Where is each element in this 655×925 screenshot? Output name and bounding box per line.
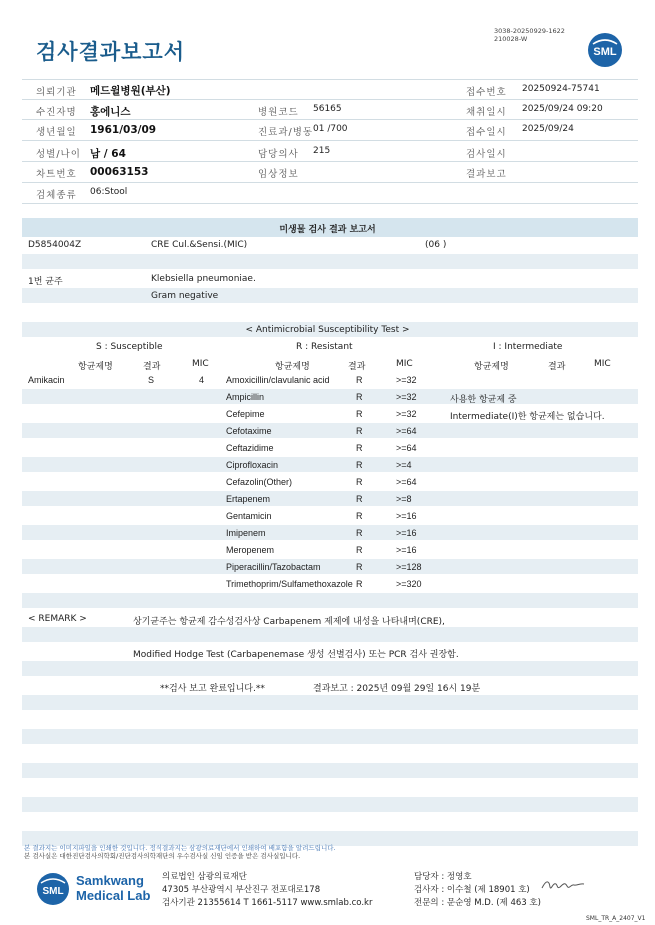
receipt-date-value: 2025/09/24 [522,124,574,134]
document-ref-number: 3038-20250929-1622 [494,27,565,35]
col-header-drug: 항균제명 [78,362,113,372]
ast-result: R [356,562,363,572]
row-band [22,593,638,608]
ast-mic: >=320 [396,579,422,589]
row-band [22,457,638,472]
samkwang-logo-name1: Samkwang [76,873,144,888]
row-band [22,797,638,812]
isolate-label: 1번 균주 [28,277,63,287]
chart-no-label: 차트번호 [36,169,77,180]
ast-mic: >=64 [396,426,417,436]
footer-manager: 담당자 : 정영호 [414,872,472,882]
report-date-label: 결과보고 [466,169,507,180]
samkwang-logo-abbr: SML [42,886,64,897]
institution-value: 메드윌병원(부산) [90,85,171,97]
ast-mic: >=64 [396,443,417,453]
footer-specialist: 전문의 : 문순영 M.D. (제 463 호) [414,898,541,908]
col-header-mic: MIC [192,359,209,369]
ast-result: R [356,494,363,504]
ast-drug: Cefepime [226,409,265,419]
sex-age-label: 성별/나이 [36,149,81,160]
ast-mic: >=32 [396,375,417,385]
ast-drug: Amikacin [28,375,65,385]
test-date-label: 검사일시 [466,149,507,160]
divider [22,140,638,141]
row-band [22,763,638,778]
row-band [22,525,638,540]
test-code: D5854004Z [28,240,82,250]
ast-mic: >=128 [396,562,422,572]
ast-result: S [148,375,155,385]
ast-result: R [356,511,363,521]
ast-drug: Amoxicillin/clavulanic acid [226,375,330,385]
ast-result: R [356,460,363,470]
col-header-mic: MIC [594,359,611,369]
col-header-result: 결과 [548,362,566,372]
ast-result: R [356,528,363,538]
sex-age-value: 남 / 64 [90,148,126,160]
row-band [22,254,638,269]
remark-line: Modified Hodge Test (Carbapenemase 생성 선별검사) 또는 PCR 검사 권장함. [133,650,459,660]
remark-label: < REMARK > [28,614,87,624]
sml-logo-icon [587,32,623,68]
notice-print: 본 결과지는 이미지파일을 인쇄한 것입니다. 정식결과지는 삼광의료재단에서 인쇄하여 배포함을 알려드립니다. [24,844,336,852]
remark-line: 상기균주는 항균제 감수성검사상 Carbapenem 제제에 내성을 나타내며(CRE), [133,617,445,627]
hospital-code-label: 병원코드 [258,107,299,118]
col-header-drug: 항균제명 [474,362,509,372]
ast-drug: Ertapenem [226,494,271,504]
ast-drug: Cefazolin(Other) [226,477,293,487]
row-band [22,661,638,676]
ast-result: R [356,426,363,436]
dept-label: 진료과/병동 [258,127,314,138]
dept-value: 01 /700 [313,124,348,134]
intermediate-note: Intermediate(I)한 항균제는 없습니다. [450,412,605,422]
samkwang-logo-icon [36,872,70,906]
row-band [22,729,638,744]
report-complete: **검사 보고 완료입니다.** [160,684,265,694]
ast-drug: Piperacillin/Tazobactam [226,562,321,572]
ast-mic: 4 [199,375,205,385]
collect-date-label: 채취일시 [466,107,507,118]
col-header-result: 결과 [143,362,161,372]
name-value: 홍에니스 [90,106,131,118]
test-name: CRE Cul.&Sensi.(MIC) [151,240,248,250]
row-band [22,288,638,303]
footer-address: 47305 부산광역시 부산진구 전포대로178 [162,885,321,895]
organism-name: Klebsiella pneumoniae. [151,274,256,284]
divider [22,79,638,80]
divider [22,119,638,120]
footer-contact: 검사기관 21355614 T 1661-5117 www.smlab.co.kr [162,898,373,908]
receipt-no-label: 접수번호 [466,87,507,98]
col-header-result: 결과 [348,362,366,372]
footer-org: 의료법인 삼광의료재단 [162,872,247,882]
ast-mic: >=8 [396,494,412,504]
ast-drug: Meropenem [226,545,275,555]
name-label: 수진자명 [36,107,77,118]
hospital-code-value: 56165 [313,104,342,114]
row-band [22,559,638,574]
form-code: SML_TR_A_2407_V1 [586,915,646,922]
section-title: 미생물 검사 결과 보고서 [279,225,376,235]
ast-result: R [356,579,363,589]
doctor-value: 215 [313,146,331,156]
row-band [22,423,638,438]
institution-label: 의뢰기관 [36,87,77,98]
ast-result: R [356,443,363,453]
col-header-mic: MIC [396,359,413,369]
ast-mic: >=32 [396,392,417,402]
collect-date-value: 2025/09/24 09:20 [522,104,603,114]
samkwang-logo-name2: Medical Lab [76,888,151,903]
ast-mic: >=64 [396,477,417,487]
legend-intermediate: I : Intermediate [493,342,563,352]
gram-stain: Gram negative [151,291,219,301]
test-number: (06 ) [425,240,447,250]
doctor-label: 담당의사 [258,149,299,160]
legend-resistant: R : Resistant [296,342,353,352]
ast-mic: >=16 [396,528,417,538]
dob-label: 생년월일 [36,127,77,138]
clinical-info-label: 임상정보 [258,169,299,180]
notice-accreditation: 본 검사실은 대한진단검사의학회/진단검사의학재단의 우수검사실 신임 인증을 받은 검사실입니다. [24,852,301,860]
sml-logo-text: SML [593,46,617,58]
ast-result: R [356,375,363,385]
ast-drug: Ciprofloxacin [226,460,279,470]
ast-drug: Ceftazidime [226,443,274,453]
ast-drug: Trimethoprim/Sulfamethoxazole [226,579,353,589]
specimen-value: 06:Stool [90,187,128,197]
row-band [22,491,638,506]
row-band [22,389,638,404]
receipt-date-label: 접수일시 [466,127,507,138]
document-ref-suffix: 210028-W [494,35,528,43]
receipt-no-value: 20250924-75741 [522,84,600,94]
ast-result: R [356,392,363,402]
ast-drug: Cefotaxime [226,426,272,436]
final-report-time: 결과보고 : 2025년 09월 29일 16시 19분 [313,684,481,694]
col-header-drug: 항균제명 [275,362,310,372]
ast-title: < Antimicrobial Susceptibility Test > [245,325,410,335]
divider [22,99,638,100]
signature-icon [540,876,586,894]
ast-result: R [356,409,363,419]
ast-drug: Imipenem [226,528,266,538]
ast-result: R [356,545,363,555]
row-band [22,695,638,710]
ast-result: R [356,477,363,487]
intermediate-note: 사용한 항균제 중 [450,395,517,405]
ast-drug: Ampicillin [226,392,265,402]
divider [22,161,638,162]
ast-mic: >=32 [396,409,417,419]
ast-drug: Gentamicin [226,511,272,521]
row-band [22,627,638,642]
legend-susceptible: S : Susceptible [96,342,163,352]
chart-no-value: 00063153 [90,166,149,178]
specimen-label: 검체종류 [36,190,77,201]
ast-mic: >=16 [396,511,417,521]
ast-mic: >=4 [396,460,412,470]
footer-tester: 검사자 : 이수철 (제 18901 호) [414,885,530,895]
divider [22,203,638,204]
divider [22,182,638,183]
ast-mic: >=16 [396,545,417,555]
dob-value: 1961/03/09 [90,124,157,136]
page-title: 검사결과보고서 [36,40,186,64]
